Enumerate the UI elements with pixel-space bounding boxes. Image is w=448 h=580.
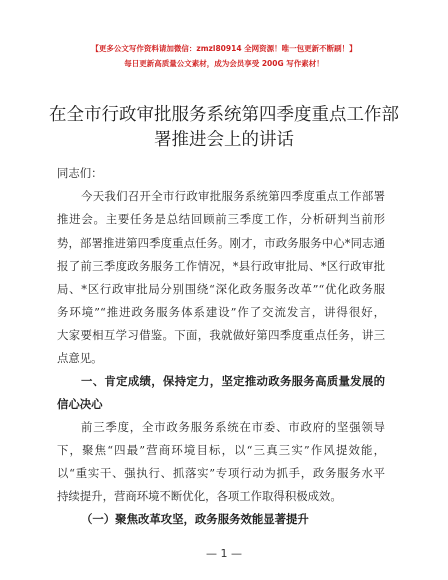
paragraph-1-line: 势，部署推进第四季度重点任务。刚才，市政务服务中心*同志通	[57, 236, 385, 250]
title-line-2: 署推进会上的讲话	[154, 130, 294, 150]
section-heading-1: 一、肯定成绩，保持定力，坚定推动政务服务高质量发展的	[81, 374, 385, 388]
promo-banner-line-2: 每日更新高质量公文素材，成为会员享受 200G 写作素材！	[124, 59, 324, 68]
promo-banner-line-1: 【更多公文写作资料请加微信：zmzl80914 全网资源！唯一包更新不断刷！】	[91, 44, 357, 53]
paragraph-1-line: 务环境”“推进政务服务体系建设”作了交流发言，讲得很好，	[57, 305, 385, 319]
page-number: — 1 —	[206, 547, 242, 560]
paragraph-1-line: 大家要相互学习借鉴。下面，我就做好第四季度重点任务，讲三	[57, 328, 385, 342]
paragraph-1-line: 今天我们召开全市行政审批服务系统第四季度重点工作部署	[81, 189, 385, 203]
paragraph-2-line: 以“重实干、强执行、抓落实”专项行动为抓手，政务服务水平	[57, 466, 385, 480]
paragraph-2-line: 前三季度，全市政务服务系统在市委、市政府的坚强领导	[81, 420, 385, 434]
document-title	[40, 103, 408, 153]
title-line-1: 在全市行政审批服务系统第四季度重点工作部	[49, 105, 399, 125]
paragraph-2-line: 持续提升，营商环境不断优化，各项工作取得积极成效。	[57, 489, 342, 503]
paragraph-2-line: 下，聚焦“四最”营商环境目标，以“三真三实”作风提效能，	[57, 443, 385, 457]
paragraph-1-line: 局、*区行政审批局分别围绕“深化政务服务改革”“优化政务服	[57, 282, 385, 296]
paragraph-1-line: 报了前三季度政务服务工作情况，*县行政审批局、*区行政审批	[57, 259, 385, 273]
subsection-heading-1: （一）聚焦改革攻坚，政务服务效能显著提升	[81, 512, 309, 526]
section-heading-1-continued: 信心决心	[57, 397, 103, 411]
paragraph-1-line: 点意见。	[57, 351, 103, 365]
paragraph-1-line: 推进会。主要任务是总结回顾前三季度工作，分析研判当前形	[57, 212, 385, 226]
salutation: 同志们：	[57, 166, 103, 180]
